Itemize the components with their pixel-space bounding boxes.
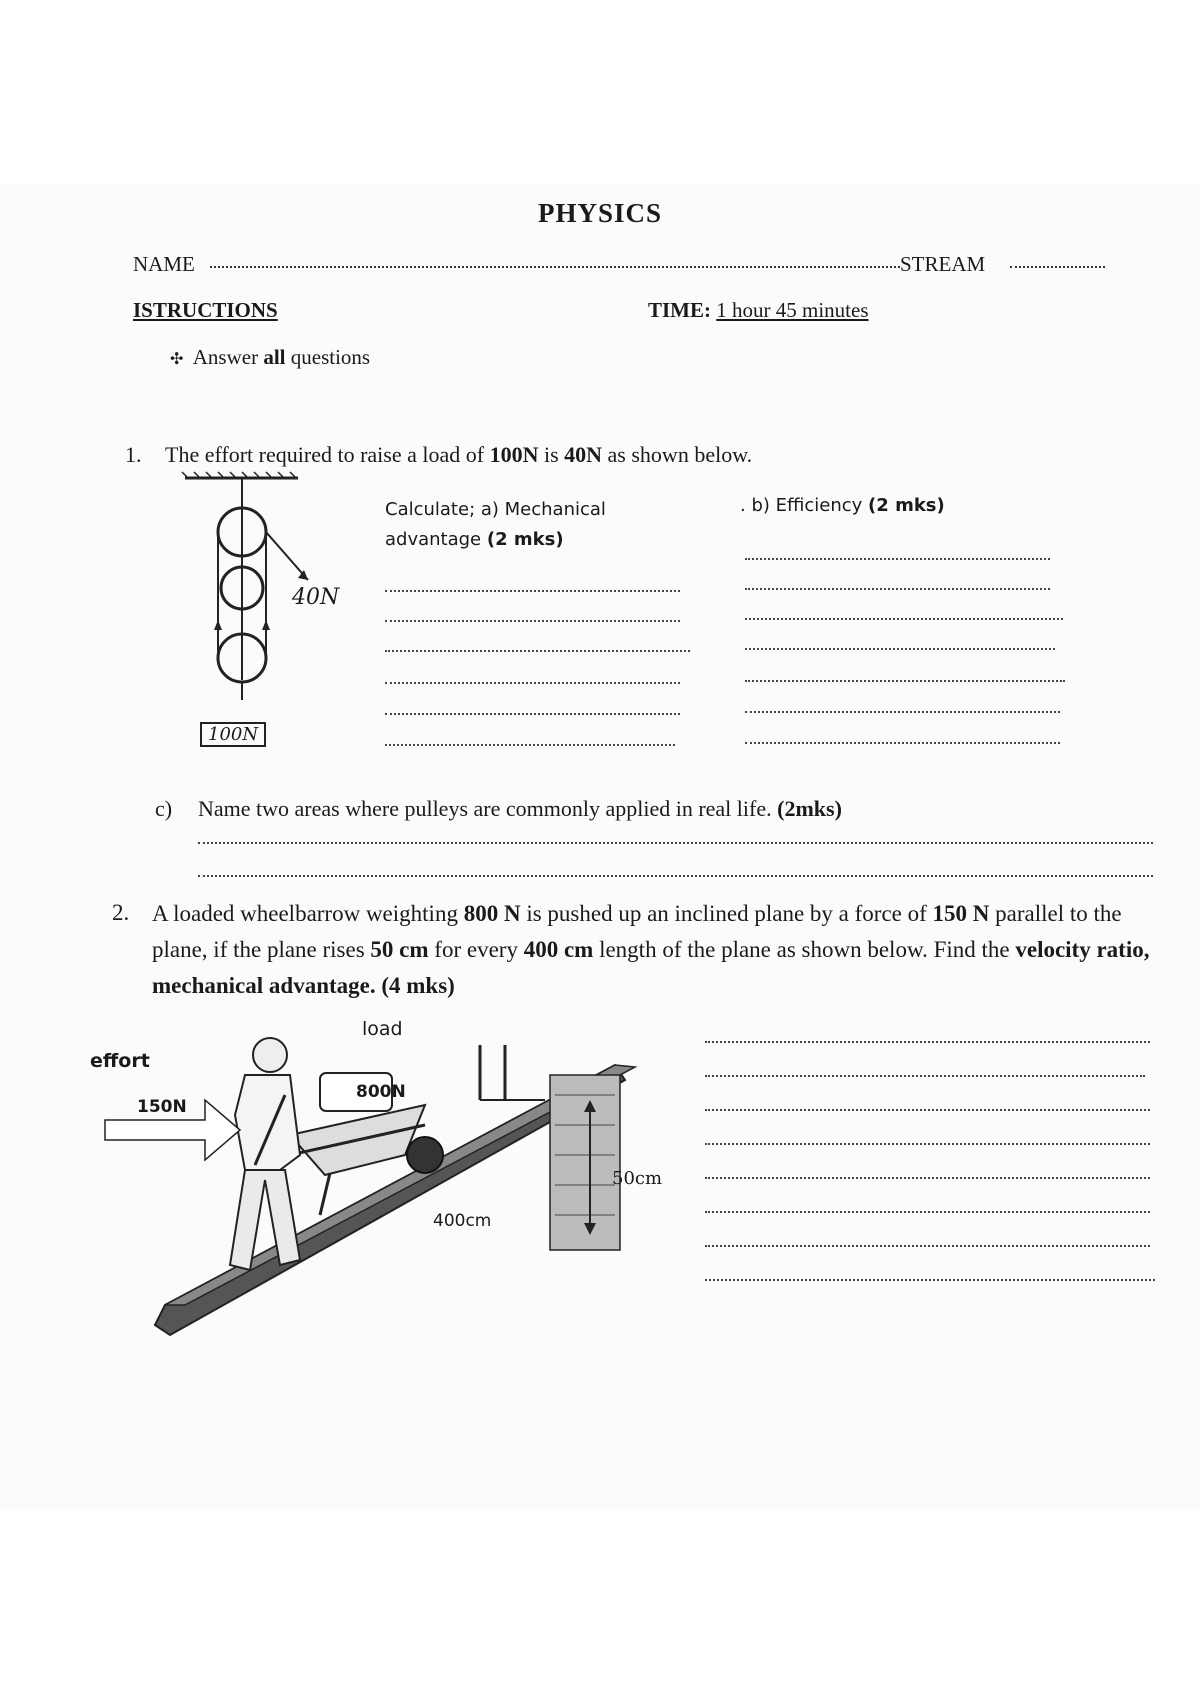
q1a-answer-line-3[interactable] [385, 650, 690, 652]
pulley-diagram [180, 470, 320, 760]
q1b-answer-line-1[interactable] [745, 558, 1050, 560]
time-value: 1 hour 45 minutes [716, 298, 869, 322]
q1a-answer-line-1[interactable] [385, 590, 680, 592]
q2-answer-line-7[interactable] [705, 1245, 1150, 1247]
q2-answer-line-6[interactable] [705, 1211, 1150, 1213]
effort-value: 150N [137, 1097, 187, 1117]
length-label: 400cm [433, 1211, 492, 1231]
q1c-letter: c) [155, 796, 173, 821]
q2-answer-line-4[interactable] [705, 1143, 1150, 1145]
page-title: PHYSICS [537, 198, 663, 228]
q2-answer-line-2[interactable] [705, 1075, 1145, 1077]
q2-answer-line-5[interactable] [705, 1177, 1150, 1179]
pulley-effort-label: 40N [292, 585, 340, 610]
effort-label: effort [90, 1050, 150, 1072]
q2-answer-line-8[interactable] [705, 1279, 1155, 1281]
q1b-answer-line-4[interactable] [745, 648, 1055, 650]
incline-diagram [95, 1005, 695, 1345]
height-label: 50cm [612, 1168, 663, 1189]
load-label: load [362, 1018, 403, 1040]
pulley-load-box: 100N [200, 722, 266, 747]
load-value: 800N [356, 1082, 406, 1102]
q1c-answer-line-1[interactable] [198, 842, 1153, 844]
q1a-answer-line-5[interactable] [385, 713, 680, 715]
q1-part-b: . b) Efficiency (2 mks) [740, 495, 945, 516]
instruction-item: ✣ Answer all questions [170, 345, 371, 369]
stream-label: STREAM [900, 252, 986, 276]
q2-text: A loaded wheelbarrow weighting 800 N is pushed up an inclined plane by a force of 150 N parallel to the plane, if the plane rises 50 cm for every 400 cm length of the plane as shown below. Find the velocity ratio, mechanical advantage. (4 mks) [152, 901, 1150, 998]
q1b-answer-line-2[interactable] [745, 588, 1050, 590]
q1b-answer-line-6[interactable] [745, 711, 1060, 713]
diamond-bullet-icon: ✣ [170, 351, 184, 368]
q2-answer-line-1[interactable] [705, 1041, 1150, 1043]
q1b-answer-line-7[interactable] [745, 742, 1060, 744]
name-field[interactable] [210, 266, 900, 268]
instructions-heading: ISTRUCTIONS [133, 298, 278, 322]
stream-field[interactable] [1010, 266, 1105, 268]
q1c-answer-line-2[interactable] [198, 875, 1153, 877]
q1b-answer-line-3[interactable] [745, 618, 1063, 620]
q2-number: 2. [112, 900, 130, 925]
name-label: NAME [133, 252, 195, 276]
q1-part-a: Calculate; a) Mechanical advantage (2 mks) [385, 499, 606, 550]
q1a-answer-line-6[interactable] [385, 744, 675, 746]
q1-number: 1. [125, 442, 142, 467]
q1c-text: Name two areas where pulleys are commonly applied in real life. (2mks) [198, 796, 842, 821]
time-row [648, 298, 869, 323]
q1a-answer-line-2[interactable] [385, 620, 680, 622]
q1b-answer-line-5[interactable] [745, 680, 1065, 682]
q2-answer-line-3[interactable] [705, 1109, 1150, 1111]
time-label: TIME: [648, 298, 711, 322]
q1-text: The effort required to raise a load of 100N is 40N as shown below. [165, 442, 753, 467]
q1a-answer-line-4[interactable] [385, 682, 680, 684]
